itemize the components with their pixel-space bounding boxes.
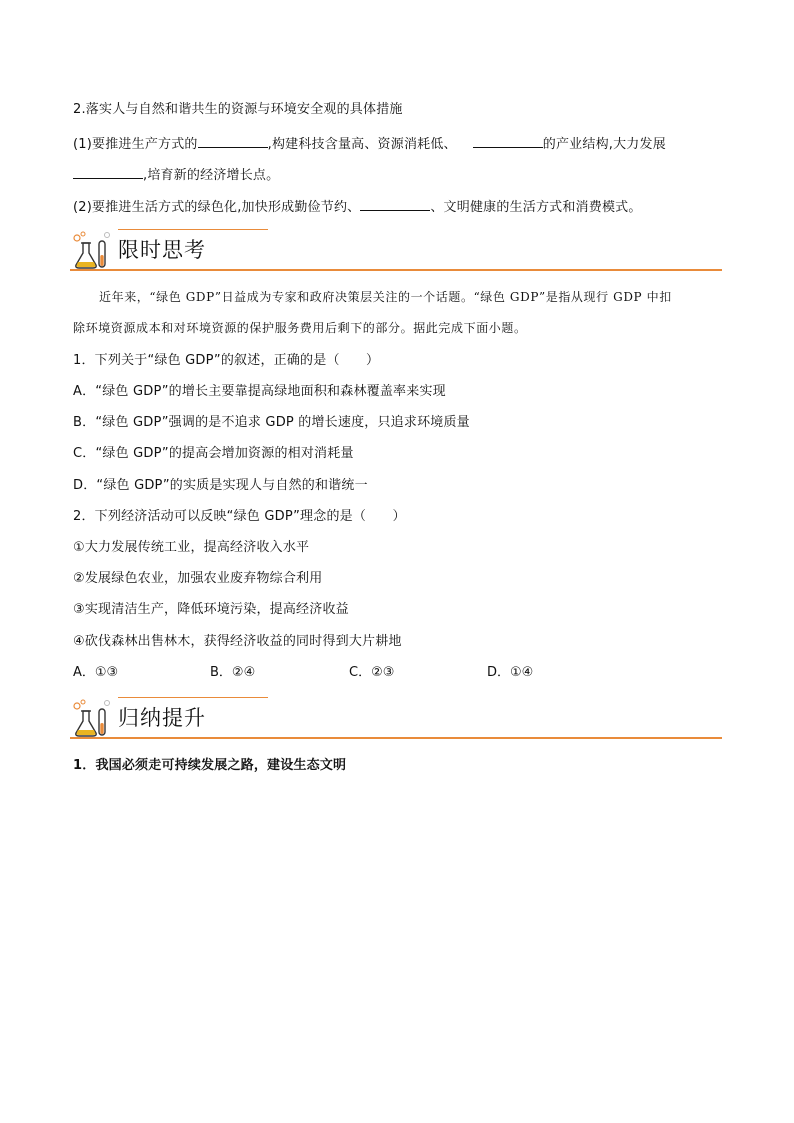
lab-flask-icon xyxy=(72,699,112,737)
fill-blank[interactable] xyxy=(360,196,430,211)
header-bottom-rule xyxy=(70,737,722,739)
question-1-option-d[interactable]: D．“绿色 GDP”的实质是实现人与自然的和谐统一 xyxy=(73,478,368,493)
fill-blank[interactable] xyxy=(473,133,543,148)
part2-heading: 2.落实人与自然和谐共生的资源与环境安全观的具体措施 xyxy=(73,102,403,117)
question-2-option-c[interactable]: C．②③ xyxy=(349,665,395,680)
question-1-option-c[interactable]: C．“绿色 GDP”的提高会增加资源的相对消耗量 xyxy=(73,446,354,461)
intro-line-1: 近年来，“绿色 GDP”日益成为专家和政府决策层关注的一个话题。“绿色 GDP”是指从现行 GDP 中扣 xyxy=(99,290,672,304)
item1-text-a: (1)要推进生产方式的 xyxy=(73,137,198,152)
part2-item1-line2 xyxy=(73,164,279,185)
part2-item2 xyxy=(73,196,642,217)
question-2-option-b[interactable]: B．②④ xyxy=(210,665,256,680)
item1-text-c: 的产业结构,大力发展 xyxy=(542,137,666,152)
question-2-option-a[interactable]: A．①③ xyxy=(73,665,119,680)
lab-flask-icon xyxy=(72,231,112,269)
question-2-option-d[interactable]: D．①④ xyxy=(487,665,534,680)
item2-text-b: 、文明健康的生活方式和消费模式。 xyxy=(430,200,642,215)
question-1-stem: 1．下列关于“绿色 GDP”的叙述，正确的是（ ） xyxy=(73,353,380,368)
question-2-statement-3: ③实现清洁生产，降低环境污染，提高经济收益 xyxy=(73,602,349,617)
fill-blank[interactable] xyxy=(73,164,143,179)
section-header-think xyxy=(70,229,722,271)
intro-line-2: 除环境资源成本和对环境资源的保护服务费用后剩下的部分。据此完成下面小题。 xyxy=(73,321,527,335)
section-title: 归纳提升 xyxy=(118,706,206,730)
section-header-summary xyxy=(70,697,722,739)
question-1-option-b[interactable]: B．“绿色 GDP”强调的是不追求 GDP 的增长速度，只追求环境质量 xyxy=(73,415,470,430)
question-2-statement-4: ④砍伐森林出售林木，获得经济收益的同时得到大片耕地 xyxy=(73,634,402,649)
summary-point-1: 1．我国必须走可持续发展之路，建设生态文明 xyxy=(73,758,347,773)
intro-paragraph xyxy=(73,282,723,344)
fill-blank[interactable] xyxy=(198,133,268,148)
question-2-stem: 2．下列经济活动可以反映“绿色 GDP”理念的是（ ） xyxy=(73,509,406,524)
item1-text-b: ,构建科技含量高、资源消耗低、 xyxy=(267,137,457,152)
part2-item1-line1 xyxy=(73,133,666,154)
question-2-statement-1: ①大力发展传统工业，提高经济收入水平 xyxy=(73,540,310,555)
header-top-rule xyxy=(118,229,268,230)
header-bottom-rule xyxy=(70,269,722,271)
question-2-statement-2: ②发展绿色农业，加强农业废弃物综合利用 xyxy=(73,571,323,586)
item1-text-d: ,培育新的经济增长点。 xyxy=(143,168,280,183)
item2-text-a: (2)要推进生活方式的绿色化,加快形成勤俭节约、 xyxy=(73,200,361,215)
question-1-option-a[interactable]: A．“绿色 GDP”的增长主要靠提高绿地面积和森林覆盖率来实现 xyxy=(73,384,446,399)
header-top-rule xyxy=(118,697,268,698)
section-title: 限时思考 xyxy=(118,238,206,262)
